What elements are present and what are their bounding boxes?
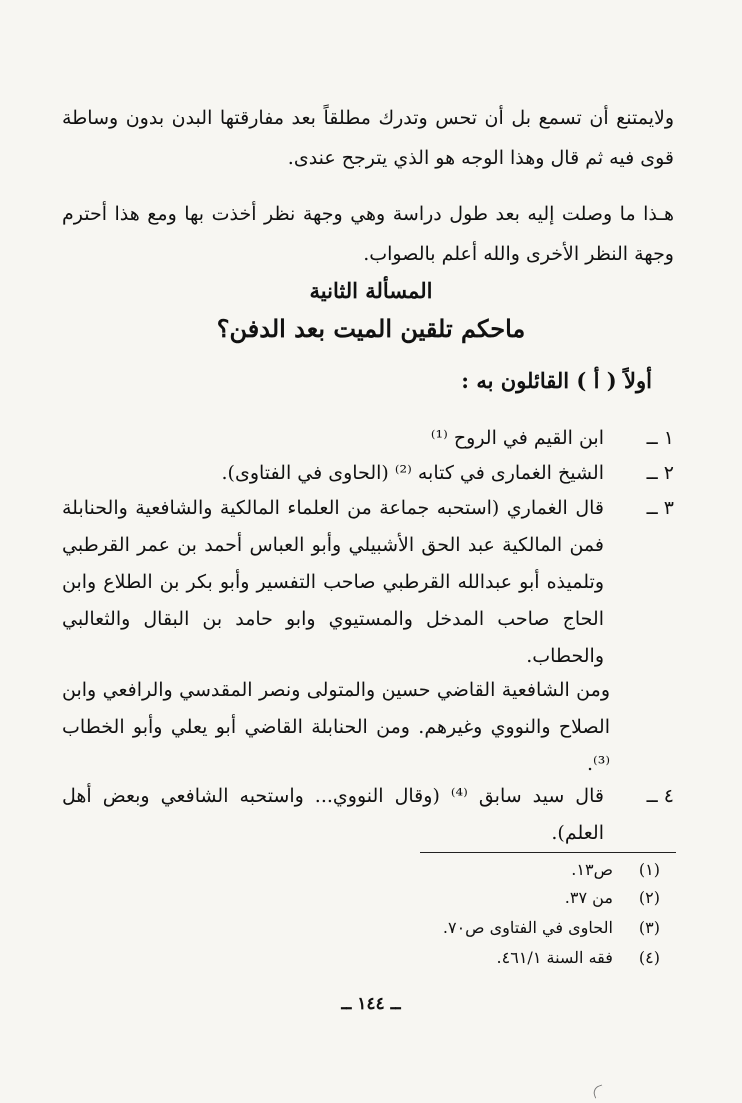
list-item-number: ٣ ــ: [646, 497, 674, 519]
footnote: [565, 888, 660, 907]
list-item-text: الشيخ الغمارى في كتابه ⁽²⁾ (الحاوى في الفتاوى).: [221, 462, 604, 484]
footnote-text: الحاوى في الفتاوى ص٧٠.: [442, 918, 613, 937]
footnote-text: فقه السنة ٤٦١/١.: [496, 948, 613, 967]
list-item-text: قال سيد سابق ⁽⁴⁾ (وقال النووي... واستحبه الشافعي وبعض أهل العلم).: [62, 785, 604, 844]
list-item-text: قال الغماري (استحبه جماعة من العلماء المالكية والشافعية والحنابلة فمن المالكية عبد الحق الأشبيلي وأبو العباس أحمد بن عمر القرطبي وتلميذه أبو عبدالله القرطبي صاحب التفسير وأبو بكر بن الطلاع وابن الحاج صاحب المدخل والمستيوي وابو حامد بن البقال والثعالبي والحطاب.: [62, 497, 604, 667]
footnote: [497, 948, 660, 967]
footnote-number: (٣): [638, 918, 660, 937]
page-number: ــ ١٤٤ ــ: [341, 994, 401, 1014]
question-heading: ماحكم تلقين الميت بعد الدفن؟: [216, 314, 526, 343]
footnote-number: (١): [638, 860, 660, 879]
list-item-continuation: ومن الشافعية القاضي حسين والمتولى ونصر المقدسي والرافعي وابن الصلاح والنووي وغيرهم. ومن الحنابلة القاضي أبو يعلي وأبو الخطاب ⁽³⁾.: [62, 679, 610, 775]
footnote: [571, 860, 660, 879]
list-item: [62, 420, 674, 457]
opening-paragraph: ولايمتنع أن تسمع بل أن تحس وتدرك مطلقاً بعد مفارقتها البدن بدون وساطة قوى فيه ثم قال وهذا الوجه هو الذي يترجح عندى.: [62, 107, 674, 169]
list-item: [62, 490, 674, 675]
list-item-number: ٢ ــ: [646, 462, 674, 484]
list-item-number: ٤ ــ: [646, 785, 674, 807]
list-item: [62, 455, 674, 492]
issue-heading: المسألة الثانية: [309, 278, 433, 303]
footnote-divider: [420, 852, 676, 853]
stray-pen-mark: [591, 1084, 605, 1098]
footnote-number: (٢): [638, 888, 660, 907]
footnote-text: ص١٣.: [571, 860, 613, 879]
footnote-number: (٤): [638, 948, 660, 967]
author-conclusion-paragraph: هـذا ما وصلت إليه بعد طول دراسة وهي وجهة نظر أخذت بها ومع هذا أحترم وجهة النظر الأخرى والله أعلم بالصواب.: [62, 203, 674, 265]
list-item-number: ١ ــ: [646, 427, 674, 449]
list-item-text: ابن القيم في الروح ⁽¹⁾: [430, 427, 604, 449]
footnote-text: من ٣٧.: [564, 888, 613, 907]
list-item: [62, 778, 674, 852]
footnote: [443, 918, 660, 937]
section-label: أولاً ( أ ) القائلون به :: [461, 368, 652, 393]
